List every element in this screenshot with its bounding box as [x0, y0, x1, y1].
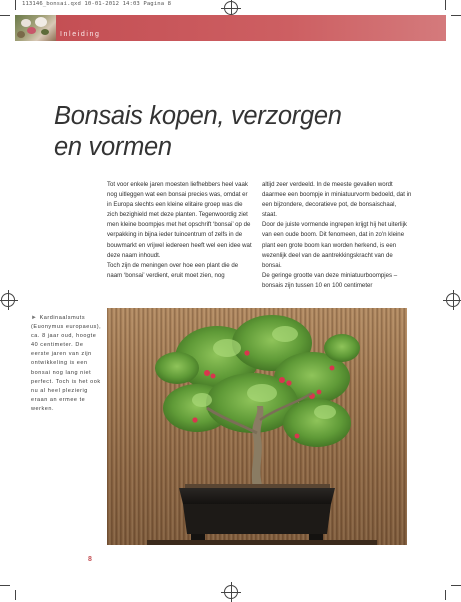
registration-mark-icon	[1, 293, 15, 307]
registration-mark-icon	[446, 293, 460, 307]
body-paragraph: Tot voor enkele jaren moesten liefhebbers heel vaak nog uitleggen wat een bonsai precies was, omdat er in Europa slechts een kleine elitaire groep was die zich bezighield met deze planten. Tegenwoordig ziet men kleine boompjes met het opschrift ‘bonsai’ op de verpakking in bijna ieder tuincentrum of zelfs in de bouwmarkt en vrijwel iedereen heeft wel een idee wat deze naam inhoudt.	[107, 181, 252, 259]
crop-mark	[445, 590, 446, 600]
bonsai-illustration	[107, 308, 407, 545]
crop-mark	[451, 585, 461, 586]
body-paragraph: De geringe grootte van deze miniatuurboompjes – bonsais zijn tussen 10 en 100 centimeter	[262, 271, 398, 289]
registration-mark-icon	[224, 1, 238, 15]
crop-mark	[0, 15, 10, 16]
body-paragraph: Toch zijn de meningen over hoe een plant die de naam ‘bonsai’ verdient, eruit moet zien, nog	[107, 261, 239, 279]
photo-caption	[31, 314, 103, 414]
body-paragraph: Door de juiste vormende ingrepen krijgt hij het uiterlijk van een oude boom. Dit fenomeen, dat in zo'n kleine plant een grote boom kan worden herkend, is een wezenlijk deel van de aantrekkingskracht van de bonsai.	[262, 221, 407, 269]
page-title	[54, 101, 374, 163]
crop-mark	[15, 0, 16, 10]
crop-mark	[445, 0, 446, 10]
caption-arrow-icon: ►	[31, 315, 38, 321]
body-paragraph: altijd zeer verdeeld. In de meeste gevallen wordt daarmee een boompje in miniatuurvorm bedoeld, dat in een bijzondere, decoratieve pot, de bonsaischaal, staat.	[262, 181, 412, 219]
caption-text: Kardinaalsmuts (Euonymus europaeus), ca. 8 jaar oud, hoogte 40 centimeter. De eerste jaren van zijn ontwikkeling is een bonsai nog lang niet perfect. Toch is het ook nu al heel plezierig eraan an ermee te werken.	[31, 315, 102, 412]
file-slug: 113146_bonsai.qxd 10-01-2012 14:03 Pagina 8	[22, 1, 172, 7]
bonsai-photo	[107, 308, 407, 545]
body-column-1	[107, 180, 253, 281]
crop-mark	[15, 590, 16, 600]
crop-mark	[451, 15, 461, 16]
page-number: 8	[88, 556, 92, 563]
title-line: en vormen	[54, 133, 172, 161]
section-header-band	[56, 15, 446, 41]
section-label: Inleiding	[60, 31, 101, 38]
title-line: Bonsais kopen, verzorgen	[54, 102, 342, 130]
registration-mark-icon	[224, 585, 238, 599]
header-thumbnail-image	[15, 15, 56, 41]
crop-mark	[0, 585, 10, 586]
body-column-2	[262, 180, 412, 291]
